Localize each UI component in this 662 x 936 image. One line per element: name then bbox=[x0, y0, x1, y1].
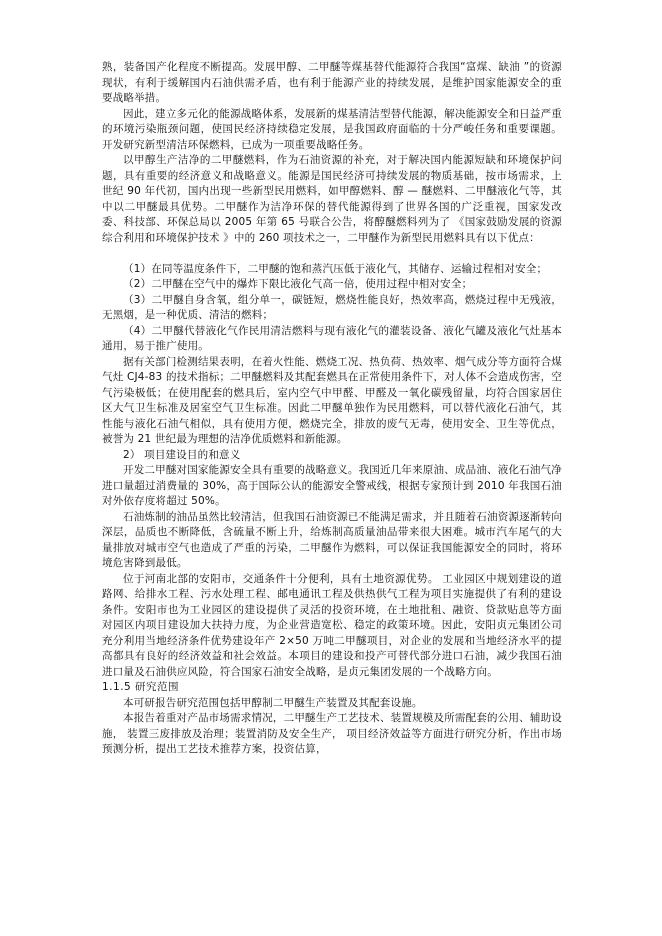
list-item-advantage-3: （3）二甲醚自身含氧，组分单一，碳链短，燃烧性能良好，热效率高，燃烧过程中无残液，无黑烟，是一种优质、清洁的燃料； bbox=[102, 293, 562, 321]
section-heading-research-scope: 1.1.5 研究范围 bbox=[102, 681, 180, 693]
list-item-advantage-2: （2）二甲醚在空气中的爆炸下限比液化气高一倍，使用过程中相对安全； bbox=[123, 278, 473, 290]
document-page bbox=[102, 60, 562, 758]
paragraph-dme-advantages-intro: 以甲醇生产洁净的二甲醚燃料，作为石油资源的补充，对于解决国内能源短缺和环境保护问题，具有重要的经济意义和战略意义。能源是国民经济可持续发展的物质基础，按市场需求，上世纪 90 年代初，国内出现一些新型民用燃料，如甲醇燃料、醇 — 醚燃料、二甲醚液化气等，其中以二甲醚最具优势。二甲醚作为洁净环保的替代能源得到了世界各国的广泛重视，国家发改委、科技部、环保总局以 2005 年第 65 号联合公告，将醇醚燃料列为了 《国家鼓励发展的资源综合利用和环境保护技术 》中的 260 项技术之一，二甲醚作为新型民用燃料具有以下优点： bbox=[102, 154, 562, 244]
paragraph-scope-summary: 本可研报告研究范围包括甲醇制二甲醚生产装置及其配套设施。 bbox=[123, 696, 423, 709]
subheading-project-purpose: 2） 项目建设目的和意义 bbox=[123, 448, 241, 461]
paragraph-diversified-energy: 因此，建立多元化的能源战略体系，发展新的煤基清洁型替代能源，解决能源安全和日益严重的环境污染瓶颈问题，使国民经济持续稳定发展，是我国政府面临的十分严峻任务和重要课题。开发研究新型清洁环保燃料，已成为一项重要战略任务。 bbox=[102, 107, 562, 151]
paragraph-anyang-location: 位于河南北部的安阳市，交通条件十分便利，具有土地资源优势。 工业园区中规划建设的道路网、给排水工程、污水处理工程、邮电通讯工程及供热供气工程为项目实施提供了有利的建设条件。安阳市也为工业园区的建设提供了灵活的投资环境，在土地批租、融资、贷款贴息等方面对园区内项目建设加大扶持力度，为企业营造宽松、稳定的政策环境。因此，安阳贞元集团公司充分利用当地经济条件优势建设年产 2×50 万吨二甲醚项目，对企业的发展和当地经济水平的提高都具有良好的经济效益和社会效益。本项目的建设和投产可替代部分进口石油，减少我国石油进口量及石油供应风险，符合国家石油安全战略，是贞元集团发展的一个战略方向。 bbox=[102, 572, 562, 678]
paragraph-energy-security: 开发二甲醚对国家能源安全具有重要的战略意义。我国近几年来原油、成品油、液化石油气净进口量超过消费量的 30%，高于国际公认的能源安全警戒线，根据专家预计到 2010 年我国石油对外依存度将超过 50%。 bbox=[102, 464, 562, 507]
blank-line bbox=[102, 246, 562, 262]
paragraph-test-results: 据有关部门检测结果表明，在着火性能、燃烧工况、热负荷、热效率、烟气成分等方面符合煤气灶 CJ4-83 的技术指标；二甲醚燃料及其配套燃具在正常使用条件下，对人体不会造成伤害，空气污染极低；在使用配套的燃具后，室内空气中甲醛、甲醛及一氧化碳残留量，均符合国家居住区大气卫生标准及居室空气卫生标准。因此二甲醚单独作为民用燃料，可以替代液化石油气，其性能与液化石油气相似，具有使用方便，燃烧完全，排放的废气无毒，使用安全、卫生等优点，被誉为 21 世纪最为理想的洁净优质燃料和新能源。 bbox=[102, 355, 562, 445]
list-item-advantage-4: （4）二甲醚代替液化气作民用清洁燃料与现有液化气的灌装设备、液化气罐及液化气灶基本通用，易于推广使用。 bbox=[102, 324, 562, 352]
paragraph-scope-detail: 本报告着重对产品市场需求情况，二甲醚生产工艺技术、装置规模及所需配套的公用、辅助设施， 装置三废排放及治理；装置消防及安全生产， 项目经济效益等方面进行研究分析，作出市场预测分析，提出工艺技术推荐方案，投资估算， bbox=[102, 712, 562, 755]
paragraph-energy-strategy: 熟，装备国产化程度不断提高。发展甲醇、二甲醚等煤基替代能源符合我国“富煤、缺油 ”的资源现状，有利于缓解国内石油供需矛盾，也有利于能源产业的持续发展，是维护国家能源安全的重要战略举措。 bbox=[102, 61, 562, 104]
list-item-advantage-1: （1）在同等温度条件下，二甲醚的饱和蒸汽压低于液化气，其储存、运输过程相对安全； bbox=[123, 262, 548, 275]
paragraph-oil-refining: 石油炼制的油品虽然比较清洁，但我国石油资源已不能满足需求，并且随着石油资源逐渐转向深层，品质也不断降低，含硫量不断上升，给炼制高质量油品带来很大困难。城市汽车尾气的大量排放对城市空气也造成了严重的污染，二甲醚作为燃料，可以保证我国能源安全的同时，将环境危害降到最低。 bbox=[102, 510, 562, 569]
